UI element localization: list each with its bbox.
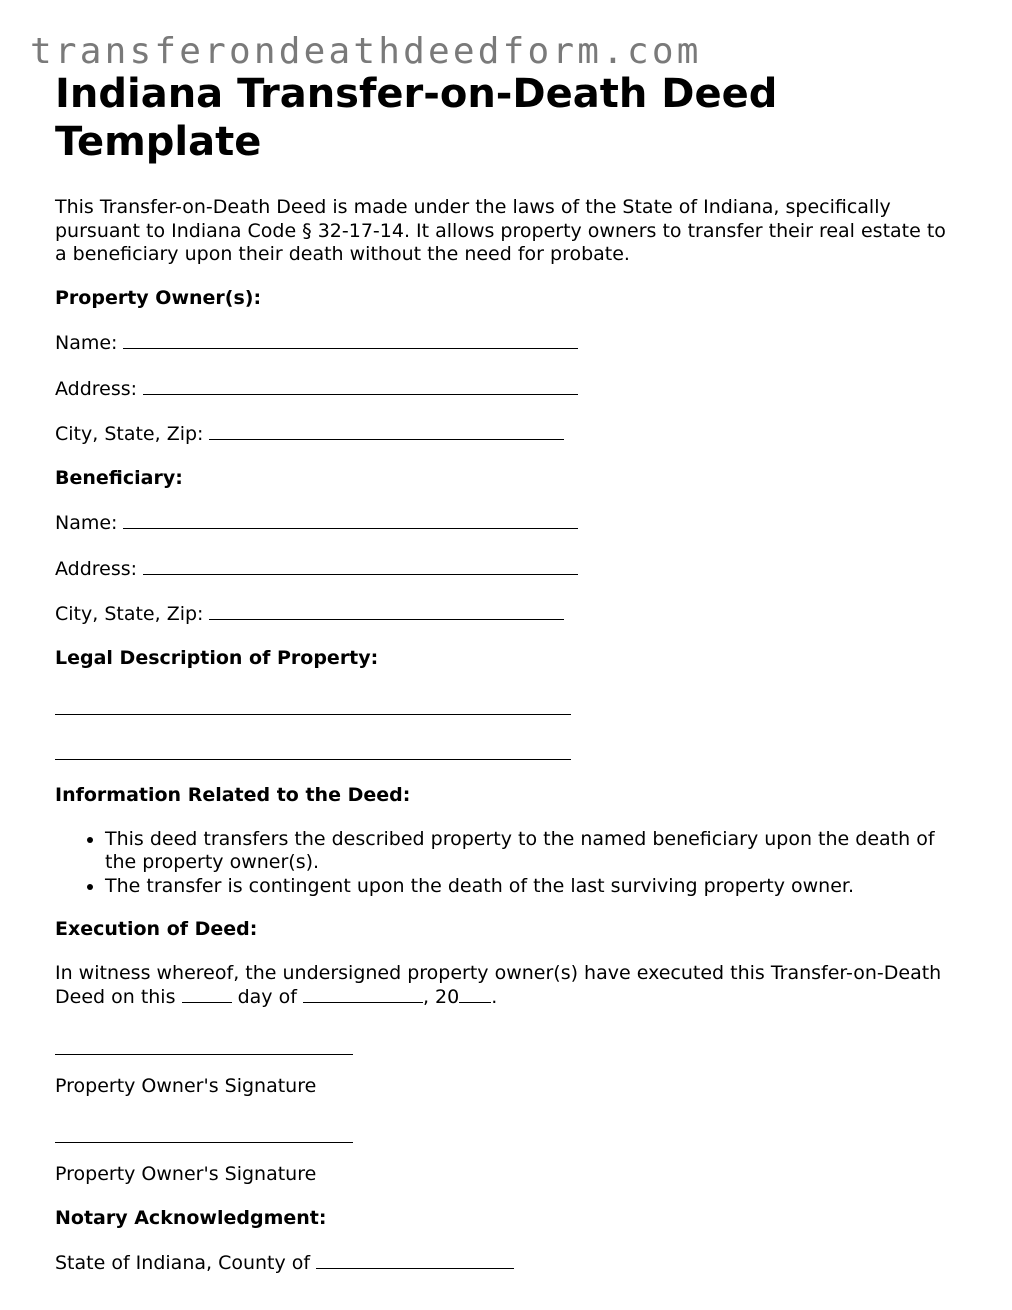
info-bullet-2: • The transfer is contingent upon the death of the last surviving property owner.: [105, 875, 955, 899]
notary-county-field[interactable]: [55, 1250, 955, 1276]
beneficiary-name-field[interactable]: [55, 510, 955, 536]
beneficiary-name-label: Name:: [55, 512, 118, 534]
beneficiary-city-blank[interactable]: [209, 601, 564, 620]
owner-section-heading: Property Owner(s):: [55, 286, 262, 309]
execution-paragraph: [55, 962, 955, 1010]
owner-name-field[interactable]: [55, 330, 955, 356]
info-bullet-list: [55, 828, 955, 899]
execution-text-part3: , 20: [422, 986, 460, 1008]
intro-paragraph: This Transfer-on-Death Deed is made under the laws of the State of Indiana, specifically pursuant to Indiana Code § 32-17-14. It allows property owners to transfer their real estate to a beneficiary upon their death without the need for probate.: [55, 196, 946, 265]
execution-month-blank[interactable]: [303, 985, 423, 1003]
legal-description-line-1[interactable]: [55, 714, 571, 715]
beneficiary-name-blank[interactable]: [123, 510, 578, 529]
owner-city-field[interactable]: [55, 421, 955, 447]
owner-city-label: City, State, Zip:: [55, 423, 204, 445]
owner-address-blank[interactable]: [143, 376, 578, 395]
execution-day-blank[interactable]: [182, 985, 232, 1003]
beneficiary-address-label: Address:: [55, 557, 138, 580]
beneficiary-city-label: City, State, Zip:: [55, 603, 204, 625]
beneficiary-address-field[interactable]: [55, 556, 955, 582]
execution-text-part2: day of: [237, 986, 297, 1008]
site-watermark: transferondeathdeedform.com: [30, 31, 702, 72]
notary-section-heading: Notary Acknowledgment:: [55, 1206, 327, 1229]
signature-caption-2: Property Owner's Signature: [55, 1163, 317, 1185]
signature-line-2[interactable]: [55, 1142, 353, 1143]
legal-description-heading: Legal Description of Property:: [55, 646, 379, 669]
execution-year-blank[interactable]: [459, 985, 491, 1003]
beneficiary-city-field[interactable]: [55, 601, 955, 627]
owner-name-blank[interactable]: [123, 330, 578, 349]
beneficiary-address-blank[interactable]: [143, 556, 578, 575]
execution-text-part1: In witness whereof, the undersigned property owner(s) have executed this Transfer-on-Death Deed on this: [55, 961, 942, 1008]
signature-line-1[interactable]: [55, 1054, 353, 1055]
execution-text-part4: .: [491, 986, 498, 1008]
owner-address-label: Address:: [55, 377, 138, 400]
signature-caption-1: Property Owner's Signature: [55, 1074, 317, 1097]
page-title: Indiana Transfer-on-Death Deed Template: [55, 71, 778, 165]
notary-county-label: State of Indiana, County of: [55, 1252, 311, 1274]
notary-county-blank[interactable]: [316, 1250, 514, 1269]
beneficiary-section-heading: Beneficiary:: [55, 466, 183, 489]
owner-address-field[interactable]: [55, 376, 955, 402]
execution-section-heading: Execution of Deed:: [55, 918, 258, 940]
legal-description-line-2[interactable]: [55, 759, 571, 760]
info-section-heading: Information Related to the Deed:: [55, 784, 411, 806]
owner-city-blank[interactable]: [209, 421, 564, 440]
deed-document: [55, 70, 955, 1276]
owner-name-label: Name:: [55, 332, 118, 354]
info-bullet-1: • This deed transfers the described property to the named beneficiary upon the death of the property owner(s).: [105, 828, 955, 875]
